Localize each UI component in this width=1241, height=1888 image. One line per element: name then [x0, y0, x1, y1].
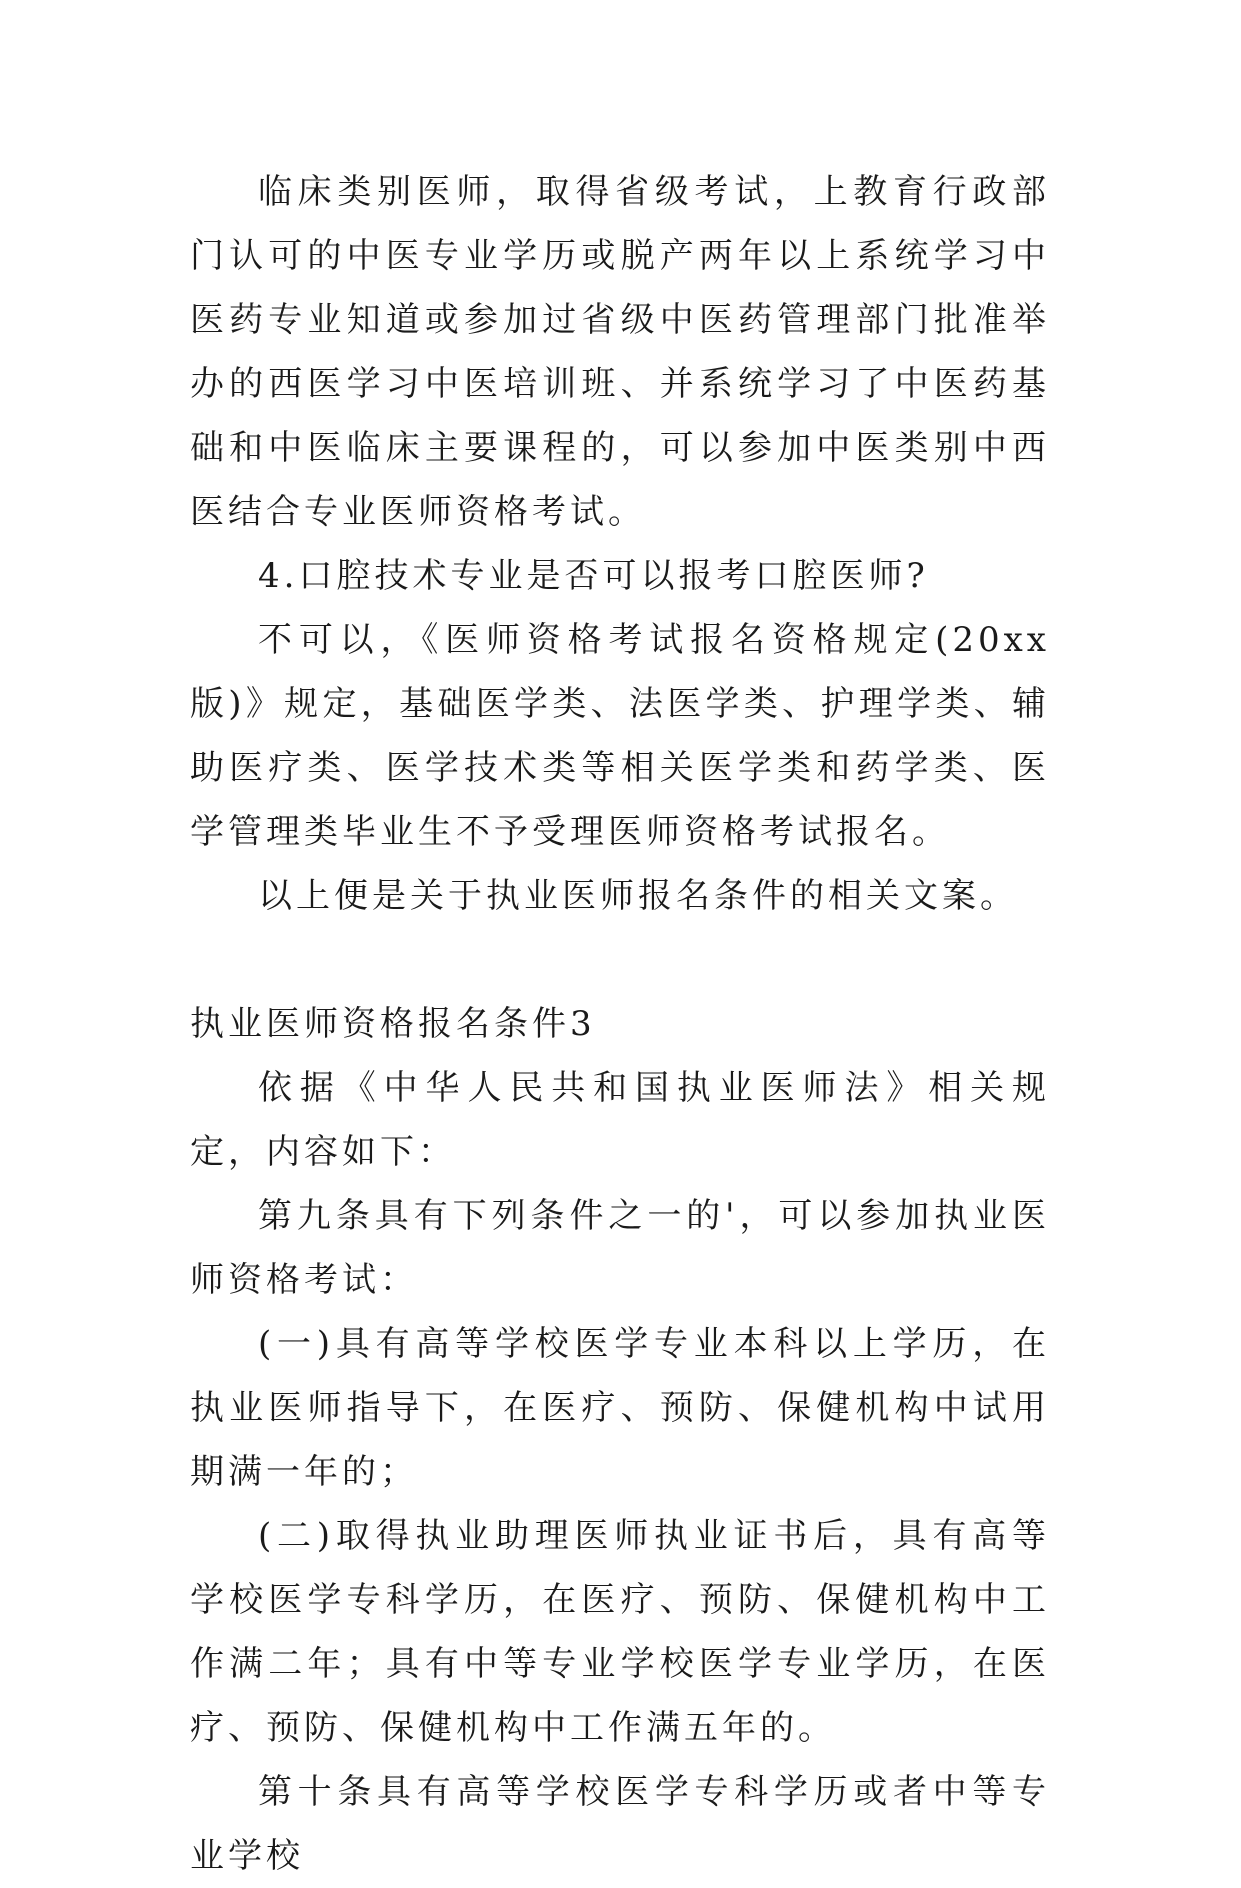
paragraph-law-basis: 依据《中华人民共和国执业医师法》相关规定，内容如下： — [190, 1068, 1050, 1172]
paragraph-article-9: 第九条具有下列条件之一的'，可以参加执业医师资格考试： — [190, 1196, 1050, 1300]
paragraph-summary: 以上便是关于执业医师报名条件的相关文案。 — [258, 876, 1018, 916]
paragraph-answer-4: 不可以，《医师资格考试报名资格规定(20xx版)》规定，基础医学类、法医学类、护理学类、辅助医疗类、医学技术类等相关医学类和药学类、医学管理类毕业生不予受理医师资格考试报名。 — [190, 620, 1050, 852]
paragraph-article-9-item-2: (二)取得执业助理医师执业证书后，具有高等学校医学专科学历，在医疗、预防、保健机构中工作满二年；具有中等专业学校医学专业学历，在医疗、预防、保健机构中工作满五年的。 — [190, 1516, 1050, 1748]
paragraph-article-9-item-1: (一)具有高等学校医学专业本科以上学历，在执业医师指导下，在医疗、预防、保健机构中试用期满一年的； — [190, 1324, 1050, 1492]
paragraph-question-4: 4.口腔技术专业是否可以报考口腔医师? — [258, 556, 929, 596]
section-heading: 执业医师资格报名条件3 — [190, 1004, 596, 1044]
document-body — [190, 160, 1050, 1888]
paragraph-clinical-category: 临床类别医师，取得省级考试，上教育行政部门认可的中医专业学历或脱产两年以上系统学习中医药专业知道或参加过省级中医药管理部门批准举办的西医学习中医培训班、并系统学习了中医药基础和中医临床主要课程的，可以参加中医类别中西医结合专业医师资格考试。 — [190, 172, 1050, 532]
paragraph-article-10: 第十条具有高等学校医学专科学历或者中等专业学校 — [190, 1772, 1050, 1876]
